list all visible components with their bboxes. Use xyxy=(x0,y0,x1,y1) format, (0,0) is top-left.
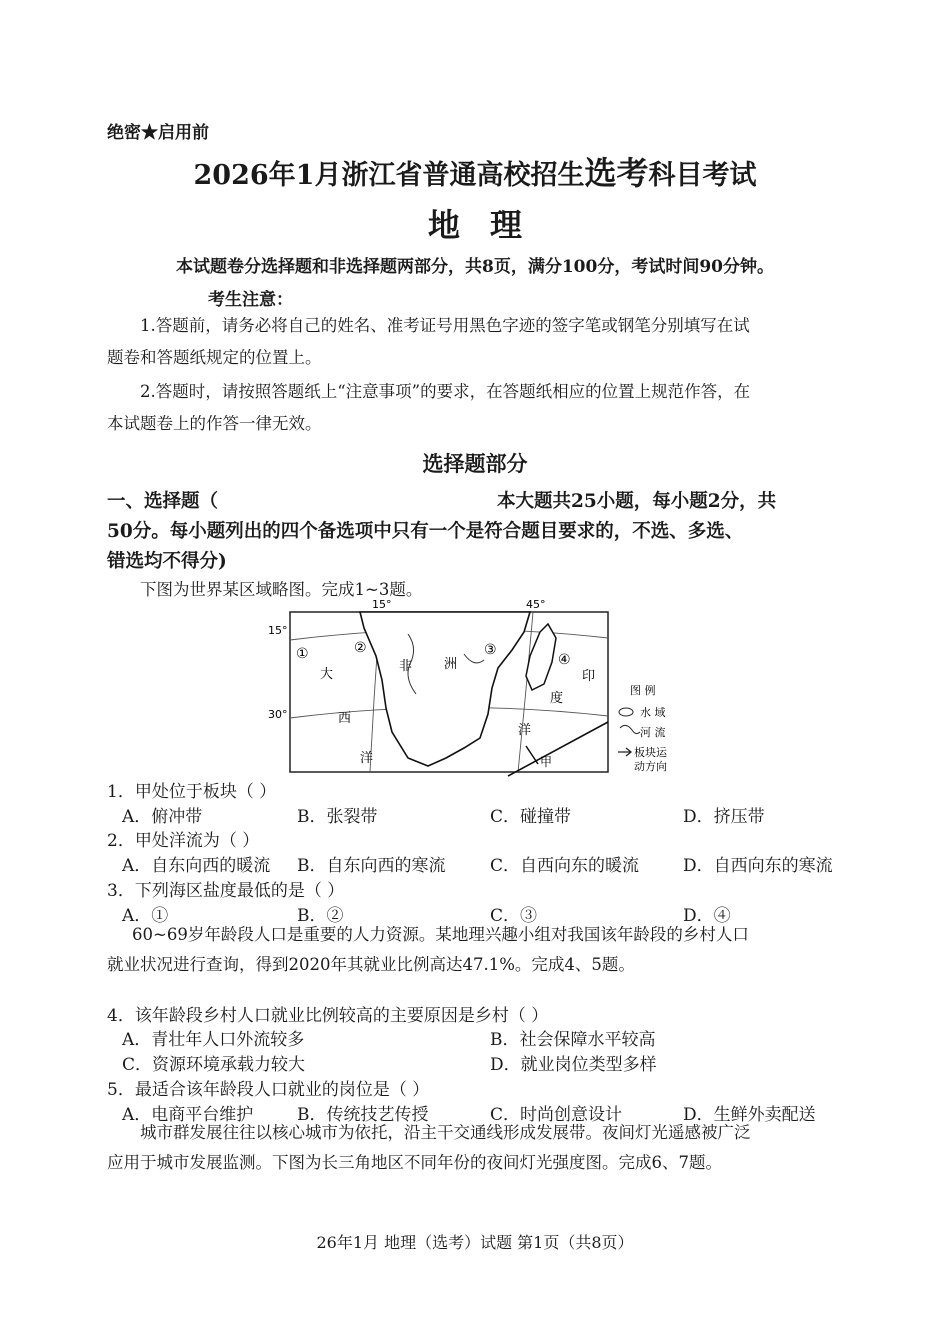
q4-option-a[interactable]: A．青壮年人口外流较多 xyxy=(122,1030,305,1050)
group3-line1: 城市群发展往往以核心城市为依托，沿主干交通线形成发展带。夜间灯光遥感被广泛 xyxy=(140,1123,751,1142)
q5-option-c[interactable]: C．时尚创意设计 xyxy=(490,1105,623,1125)
legend-water: 水 域 xyxy=(640,706,666,719)
exam-title-bold: 选考 xyxy=(584,154,649,192)
section-head-a: 一、选择题（ xyxy=(107,491,219,512)
q3-option-d[interactable]: D．④ xyxy=(683,906,731,926)
q3-option-a[interactable]: A．① xyxy=(122,906,169,926)
legend-title: 图 例 xyxy=(630,684,656,697)
group1-intro: 下图为世界某区域略图。完成1~3题。 xyxy=(140,580,423,599)
notice-title: 考生注意： xyxy=(208,290,293,310)
q4-option-c[interactable]: C．资源环境承载力较大 xyxy=(122,1055,306,1075)
q1-option-a[interactable]: A．俯冲带 xyxy=(122,807,203,827)
section-head-line3: 错选均不得分) xyxy=(107,551,227,572)
q1-option-c[interactable]: C．碰撞带 xyxy=(490,807,572,827)
group2-line1: 60~69岁年龄段人口是重要的人力资源。某地理兴趣小组对我国该年龄段的乡村人口 xyxy=(132,925,749,944)
subject-title: 地理 xyxy=(427,206,552,244)
label-atlantic-1: 大 xyxy=(320,667,334,682)
q1-option-d[interactable]: D．挤压带 xyxy=(683,807,765,827)
lat-label-30: 30° xyxy=(268,708,288,721)
q5-option-d[interactable]: D．生鲜外卖配送 xyxy=(683,1105,816,1125)
q2-option-b[interactable]: B．自东向西的寒流 xyxy=(297,856,446,876)
page-footer: 26年1月 地理（选考）试题 第1页（共8页） xyxy=(316,1233,634,1252)
question-1: 1．甲处位于板块（ ） xyxy=(107,782,277,802)
q3-option-c[interactable]: C．③ xyxy=(490,906,538,926)
q3-option-b[interactable]: B．② xyxy=(297,906,344,926)
label-africa-1: 非 xyxy=(399,659,413,674)
secret-label: 绝密★启用前 xyxy=(107,123,209,143)
marker-4: ④ xyxy=(558,652,571,668)
exam-title-part2: 科目考试 xyxy=(648,160,757,191)
q2-option-a[interactable]: A．自东向西的暖流 xyxy=(122,856,271,876)
region-map xyxy=(268,598,690,778)
legend-arrow-icon xyxy=(618,748,631,756)
legend-water-icon xyxy=(619,708,633,716)
q2-option-c[interactable]: C．自西向东的暖流 xyxy=(490,856,640,876)
notice2-line2: 本试题卷上的作答一律无效。 xyxy=(107,414,322,433)
q4-option-d[interactable]: D．就业岗位类型多样 xyxy=(490,1055,657,1075)
marker-2: ② xyxy=(354,640,367,656)
notice2-line1: 2.答题时，请按照答题纸上“注意事项”的要求，在答题纸相应的位置上规范作答，在 xyxy=(140,382,751,401)
q2-option-d[interactable]: D．自西向东的寒流 xyxy=(683,856,833,876)
label-africa-2: 洲 xyxy=(444,657,458,672)
label-indian-2: 度 xyxy=(550,691,564,706)
marker-3: ③ xyxy=(484,642,497,658)
label-atlantic-2: 西 xyxy=(338,711,352,726)
question-4: 4．该年龄段乡村人口就业比例较高的主要原因是乡村（ ） xyxy=(107,1006,549,1026)
section-title: 选择题部分 xyxy=(422,451,528,476)
lon-label-45: 45° xyxy=(526,598,546,611)
label-jia: 甲 xyxy=(540,755,553,769)
section-head-b: 本大题共25小题，每小题2分，共 xyxy=(497,491,777,512)
section-head-line2: 50分。每小题列出的四个备选项中只有一个是符合题目要求的，不选、多选、 xyxy=(107,521,744,542)
label-atlantic-3: 洋 xyxy=(360,751,374,766)
group2-line2: 就业状况进行查询，得到2020年其就业比例高达47.1%。完成4、5题。 xyxy=(107,955,635,974)
exam-intro: 本试题卷分选择题和非选择题两部分，共8页，满分100分，考试时间90分钟。 xyxy=(176,257,774,277)
lon-label-15: 15° xyxy=(372,598,392,611)
exam-title-part1: 2026年1月浙江省普通高校招生 xyxy=(193,160,585,191)
question-5: 5．最适合该年龄段人口就业的岗位是（ ） xyxy=(107,1080,430,1100)
q1-option-b[interactable]: B．张裂带 xyxy=(297,807,378,827)
marker-1: ① xyxy=(296,646,309,662)
legend-plate-2: 动方向 xyxy=(634,760,667,773)
legend-river-icon xyxy=(620,725,640,733)
question-3: 3．下列海区盐度最低的是（ ） xyxy=(107,881,345,901)
question-2: 2．甲处洋流为（ ） xyxy=(107,831,260,851)
group3-line2: 应用于城市发展监测。下图为长三角地区不同年份的夜间灯光强度图。完成6、7题。 xyxy=(107,1153,722,1172)
notice1-line1: 1.答题前，请务必将自己的姓名、准考证号用黑色字迹的签字笔或钢笔分别填写在试 xyxy=(140,316,750,335)
lat-label-15: 15° xyxy=(268,624,288,637)
legend-plate-1: 板块运 xyxy=(634,746,667,759)
exam-title xyxy=(0,148,950,194)
q5-option-b[interactable]: B．传统技艺传授 xyxy=(297,1105,429,1125)
label-indian-3: 洋 xyxy=(518,723,532,738)
legend-river: 河 流 xyxy=(640,726,666,739)
q4-option-b[interactable]: B．社会保障水平较高 xyxy=(490,1030,656,1050)
q5-option-a[interactable]: A．电商平台维护 xyxy=(122,1105,254,1125)
label-indian-1: 印 xyxy=(582,669,596,684)
notice1-line2: 题卷和答题纸规定的位置上。 xyxy=(107,348,322,367)
